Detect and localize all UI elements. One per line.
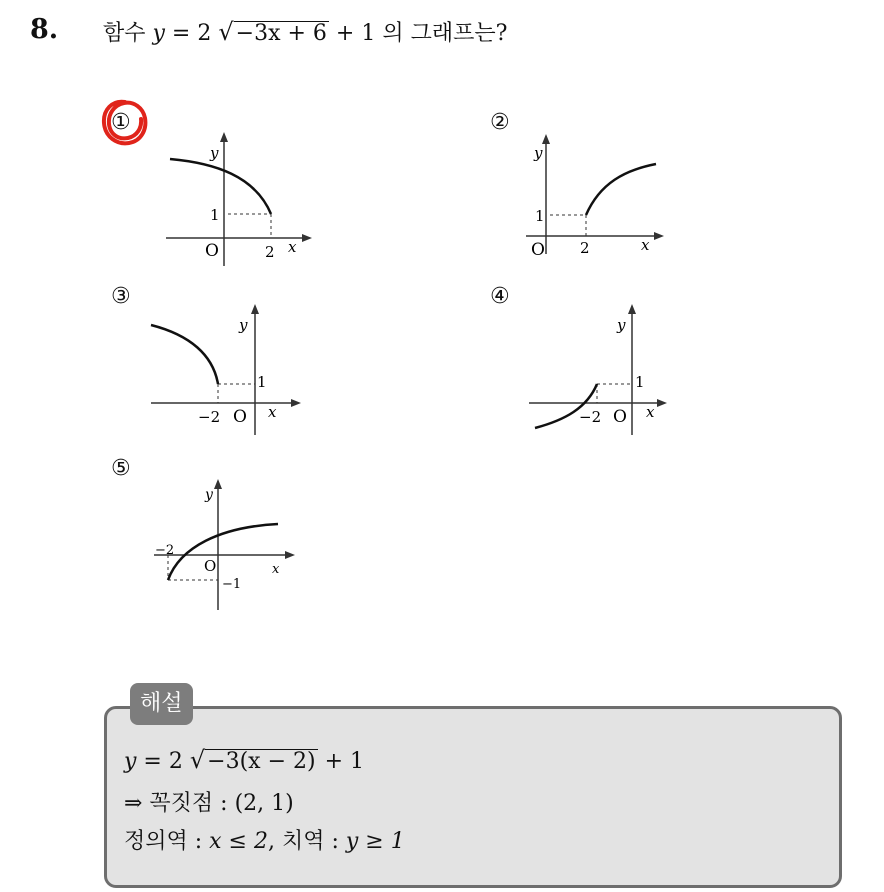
- y-axis-arrow-icon: [628, 304, 636, 314]
- curve: [586, 164, 656, 215]
- solution-radicand: −3(x − 2): [207, 749, 316, 774]
- x-axis-arrow-icon: [657, 399, 667, 407]
- choice-5-graph[interactable]: [150, 475, 310, 615]
- solution-eq: = 2: [136, 749, 183, 774]
- tick-label: O: [205, 241, 219, 261]
- tick-label: 1: [257, 373, 267, 391]
- x-axis-arrow-icon: [654, 232, 664, 240]
- solution-tag: 해설: [130, 683, 193, 725]
- range-label: , 치역 :: [267, 829, 346, 854]
- choice-5-label[interactable]: ⑤: [111, 456, 131, 481]
- x-axis-arrow-icon: [291, 399, 301, 407]
- curve: [168, 524, 278, 580]
- choice-3-label[interactable]: ③: [111, 284, 131, 309]
- y-axis-arrow-icon: [220, 132, 228, 142]
- choice-3-graph[interactable]: [145, 300, 305, 440]
- y-axis-arrow-icon: [251, 304, 259, 314]
- solution-line-2: ⇒ 꼭짓점 : (2, 1): [124, 791, 294, 816]
- range-value: y ≥ 1: [345, 829, 405, 854]
- question-number: 8.: [30, 14, 59, 45]
- y-axis-arrow-icon: [542, 134, 550, 144]
- solution-suffix: + 1: [317, 749, 364, 774]
- domain-value: x ≤ 2: [209, 829, 268, 854]
- axis-label-x: x: [641, 236, 650, 254]
- axis-label-y: y: [239, 316, 248, 334]
- tick-label: 1: [210, 206, 220, 224]
- question-text: [103, 16, 507, 47]
- choice-2-label[interactable]: ②: [490, 110, 510, 135]
- choice-1-label[interactable]: ①: [111, 110, 131, 135]
- solution-line-3: [124, 824, 405, 855]
- axis-label-y: y: [205, 487, 213, 503]
- curve: [170, 159, 271, 214]
- choice-4-graph[interactable]: [525, 300, 685, 440]
- question-eq: = 2: [164, 21, 212, 46]
- tick-label: O: [204, 557, 217, 575]
- sqrt-symbol: √−3(x − 2): [189, 746, 316, 774]
- choice-1-graph[interactable]: [160, 128, 320, 268]
- solution-line-1: [124, 746, 364, 774]
- choice-2-graph[interactable]: [520, 128, 680, 268]
- choice-4-label[interactable]: ④: [490, 284, 510, 309]
- axis-label-x: x: [268, 403, 277, 421]
- sqrt-symbol: √−3x + 6: [218, 18, 327, 46]
- tick-label: −2: [155, 543, 175, 558]
- domain-label: 정의역 :: [124, 829, 210, 854]
- question-suffix: + 1 의 그래프는?: [328, 21, 508, 46]
- axis-label-x: x: [288, 238, 297, 256]
- axis-label-x: x: [272, 562, 280, 577]
- axis-label-x: x: [646, 403, 655, 421]
- tick-label: −2: [198, 408, 221, 426]
- solution-lhs: y: [124, 749, 137, 774]
- question-prefix: 함수: [103, 21, 153, 46]
- tick-label: 2: [265, 243, 275, 261]
- tick-label: 1: [635, 373, 645, 391]
- axis-label-y: y: [210, 144, 219, 162]
- x-axis-arrow-icon: [285, 551, 295, 559]
- tick-label: O: [613, 407, 627, 427]
- question-radicand: −3x + 6: [235, 21, 327, 46]
- tick-label: −1: [222, 577, 242, 592]
- selected-mark-icon: [98, 96, 152, 150]
- tick-label: 1: [535, 207, 545, 225]
- tick-label: 2: [580, 239, 590, 257]
- tick-label: O: [531, 240, 545, 260]
- curve: [151, 325, 218, 384]
- axis-label-y: y: [617, 316, 626, 334]
- x-axis-arrow-icon: [302, 234, 312, 242]
- question-lhs: y: [152, 21, 165, 46]
- tick-label: −2: [579, 408, 602, 426]
- y-axis-arrow-icon: [214, 479, 222, 489]
- tick-label: O: [233, 407, 247, 427]
- axis-label-y: y: [534, 144, 543, 162]
